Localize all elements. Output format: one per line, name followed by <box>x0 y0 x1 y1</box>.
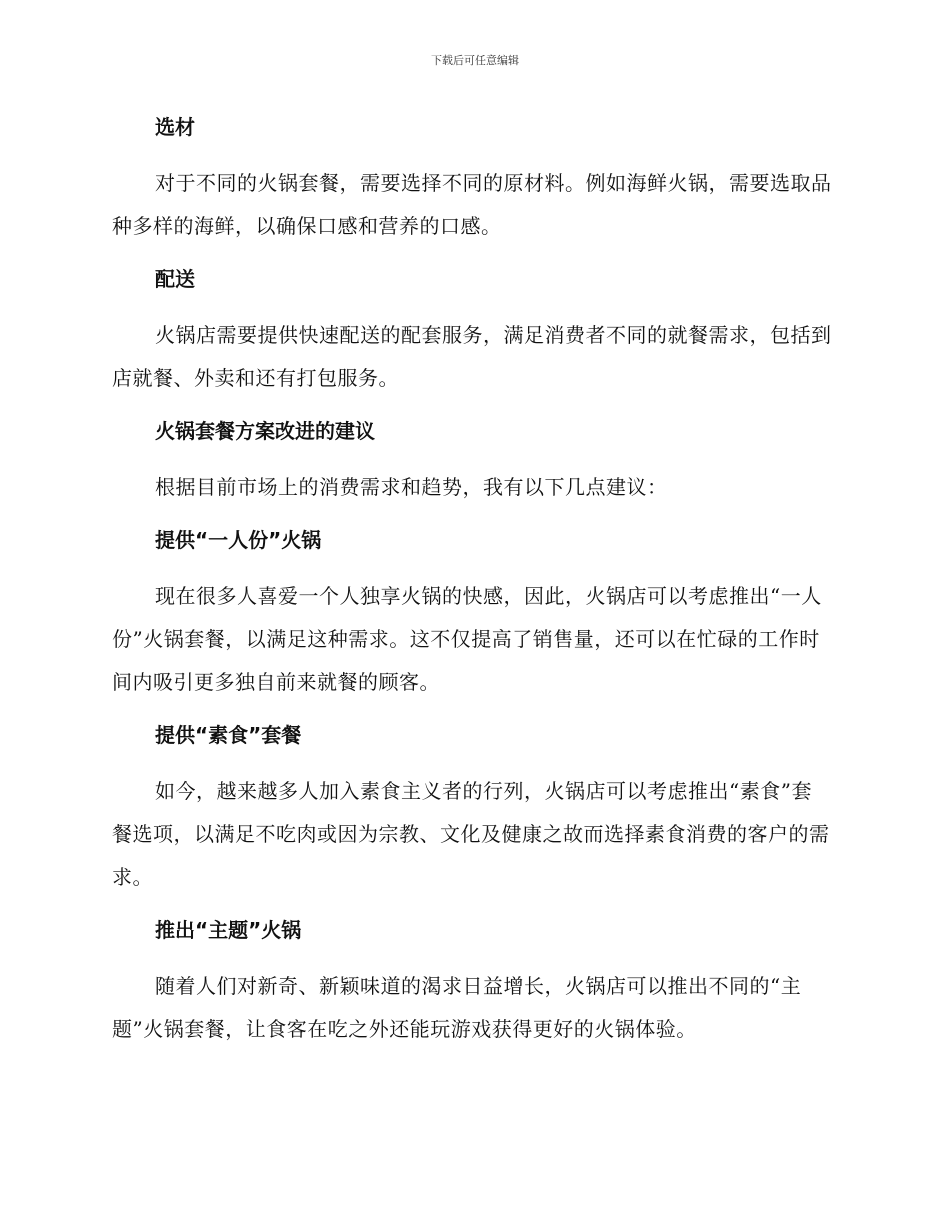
section-heading: 火锅套餐方案改进的建议 <box>155 419 375 443</box>
section-vegetarian <box>112 716 832 899</box>
section-suggestions <box>112 412 832 509</box>
section-paragraph: 如今，越来越多人加入素食主义者的行列，火锅店可以考虑推出“素食”套餐选项，以满足不吃肉或因为宗教、文化及健康之故而选择素食消费的客户的需求。 <box>112 779 830 889</box>
section-paragraph: 根据目前市场上的消费需求和趋势，我有以下几点建议： <box>155 475 668 499</box>
section-heading: 提供“一人份”火锅 <box>155 528 322 552</box>
section-paragraph: 火锅店需要提供快速配送的配套服务，满足消费者不同的就餐需求，包括到店就餐、外卖和还有打包服务。 <box>112 323 832 390</box>
section-selection <box>112 108 832 248</box>
section-heading: 提供“素食”套餐 <box>155 723 302 747</box>
section-delivery <box>112 260 832 400</box>
section-paragraph: 现在很多人喜爱一个人独享火锅的快感，因此，火锅店可以考虑推出“一人份”火锅套餐，以满足这种需求。这不仅提高了销售量，还可以在忙碌的工作时间内吸引更多独自前来就餐的顾客。 <box>112 584 822 694</box>
page-header: 下载后可任意编辑 <box>431 54 519 67</box>
section-theme <box>112 911 832 1051</box>
section-heading: 配送 <box>155 267 195 291</box>
section-paragraph: 对于不同的火锅套餐，需要选择不同的原材料。例如海鲜火锅，需要选取品种多样的海鲜，以确保口感和营养的口感。 <box>112 171 832 238</box>
section-paragraph: 随着人们对新奇、新颖味道的渴求日益增长，火锅店可以推出不同的“主题”火锅套餐，让食客在吃之外还能玩游戏获得更好的火锅体验。 <box>112 974 802 1041</box>
section-heading: 选材 <box>155 115 195 139</box>
section-heading: 推出“主题”火锅 <box>155 918 302 942</box>
document-body <box>112 108 832 1063</box>
section-single-portion <box>112 521 832 704</box>
